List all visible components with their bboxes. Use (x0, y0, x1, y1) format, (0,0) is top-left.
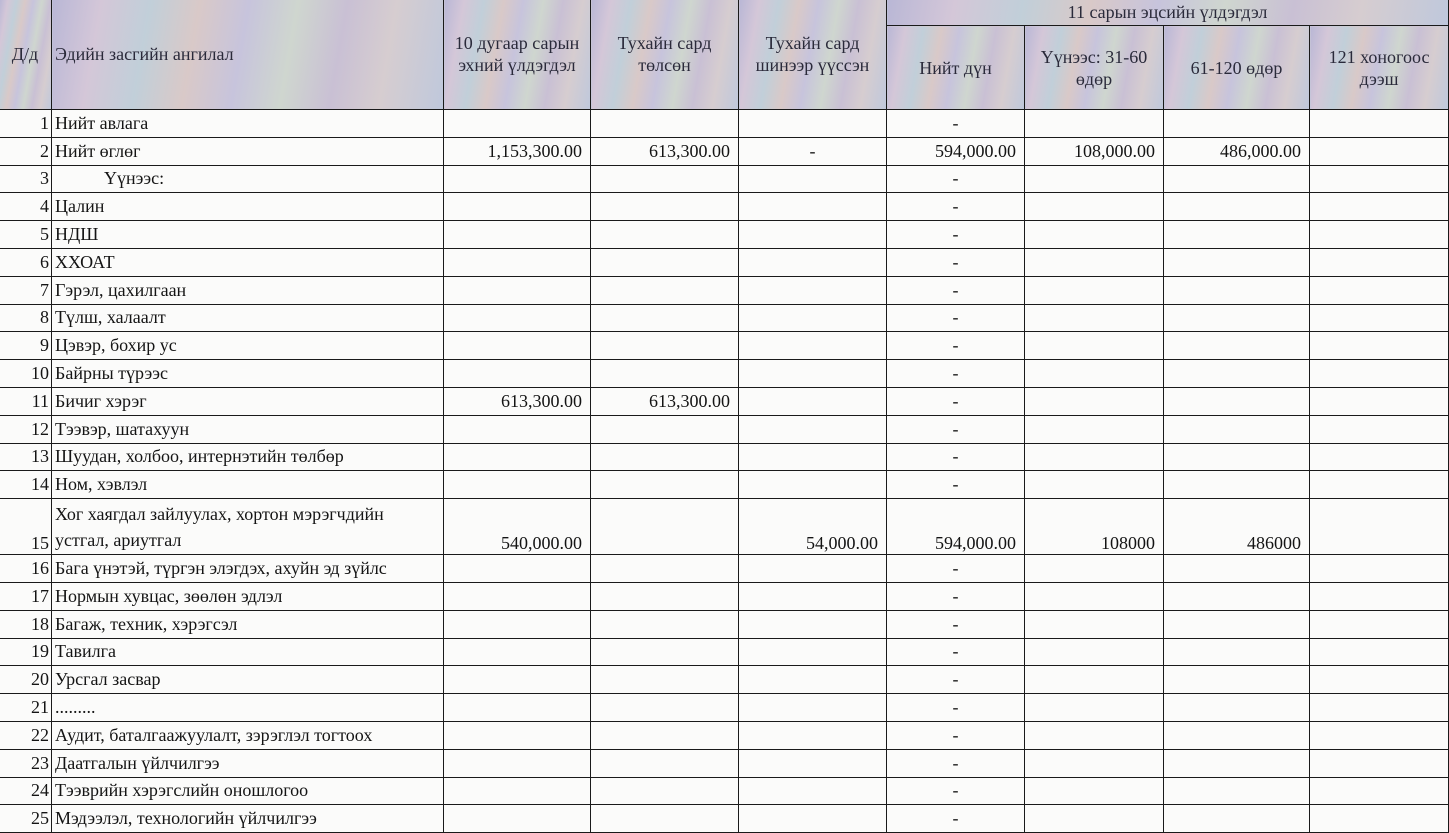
cell-new (739, 248, 887, 276)
cell-paid (591, 304, 739, 332)
table-row (0, 332, 1449, 360)
cell-paid: 613,300.00 (591, 387, 739, 415)
cell-61-120 (1164, 248, 1310, 276)
row-index: 24 (0, 777, 52, 805)
table-row (0, 137, 1449, 165)
row-category: Түлш, халаалт (52, 304, 444, 332)
cell-new: 54,000.00 (739, 499, 887, 555)
cell-paid (591, 666, 739, 694)
cell-31-60 (1025, 666, 1164, 694)
cell-61-120 (1164, 304, 1310, 332)
cell-paid (591, 555, 739, 583)
table-row (0, 499, 1449, 555)
cell-31-60: 108000 (1025, 499, 1164, 555)
cell-61-120 (1164, 193, 1310, 221)
cell-total: - (887, 165, 1025, 193)
cell-total: - (887, 638, 1025, 666)
cell-61-120 (1164, 332, 1310, 360)
cell-61-120 (1164, 777, 1310, 805)
cell-121-plus (1310, 165, 1449, 193)
cell-paid (591, 721, 739, 749)
cell-start-balance (444, 276, 591, 304)
cell-total: - (887, 805, 1025, 833)
cell-31-60 (1025, 332, 1164, 360)
cell-121-plus (1310, 193, 1449, 221)
row-category: ХХОАТ (52, 248, 444, 276)
cell-121-plus (1310, 555, 1449, 583)
row-category: Үүнээс: (52, 165, 444, 193)
cell-121-plus (1310, 582, 1449, 610)
cell-start-balance (444, 193, 591, 221)
table-row (0, 387, 1449, 415)
row-category: Нийт өглөг (52, 137, 444, 165)
row-category: Цэвэр, бохир ус (52, 332, 444, 360)
row-index: 13 (0, 443, 52, 471)
table-row (0, 165, 1449, 193)
cell-paid (591, 165, 739, 193)
table-row (0, 555, 1449, 583)
cell-start-balance (444, 638, 591, 666)
cell-start-balance (444, 666, 591, 694)
cell-61-120 (1164, 165, 1310, 193)
cell-new (739, 110, 887, 138)
row-category: Нормын хувцас, зөөлөн эдлэл (52, 582, 444, 610)
cell-total: - (887, 304, 1025, 332)
cell-121-plus (1310, 221, 1449, 249)
cell-start-balance (444, 555, 591, 583)
cell-new (739, 694, 887, 722)
cell-total: - (887, 555, 1025, 583)
header-total: Нийт дүн (887, 26, 1025, 110)
cell-paid: 613,300.00 (591, 137, 739, 165)
cell-total: 594,000.00 (887, 137, 1025, 165)
cell-paid (591, 777, 739, 805)
cell-paid (591, 415, 739, 443)
cell-121-plus (1310, 360, 1449, 388)
cell-total: - (887, 694, 1025, 722)
cell-61-120 (1164, 694, 1310, 722)
cell-61-120 (1164, 415, 1310, 443)
row-category: Шуудан, холбоо, интернэтийн төлбөр (52, 443, 444, 471)
cell-total: - (887, 777, 1025, 805)
table-row (0, 805, 1449, 833)
row-index: 19 (0, 638, 52, 666)
cell-new: - (739, 137, 887, 165)
cell-31-60 (1025, 694, 1164, 722)
cell-start-balance (444, 610, 591, 638)
cell-paid (591, 360, 739, 388)
cell-61-120 (1164, 110, 1310, 138)
cell-paid (591, 582, 739, 610)
cell-total: - (887, 471, 1025, 499)
cell-start-balance (444, 304, 591, 332)
table-row (0, 777, 1449, 805)
cell-paid (591, 443, 739, 471)
cell-121-plus (1310, 694, 1449, 722)
cell-paid (591, 805, 739, 833)
row-index: 18 (0, 610, 52, 638)
cell-31-60 (1025, 387, 1164, 415)
cell-start-balance (444, 694, 591, 722)
cell-121-plus (1310, 777, 1449, 805)
table-row (0, 582, 1449, 610)
row-category: НДШ (52, 221, 444, 249)
cell-total: - (887, 387, 1025, 415)
cell-new (739, 304, 887, 332)
cell-total: - (887, 749, 1025, 777)
cell-new (739, 749, 887, 777)
cell-61-120 (1164, 749, 1310, 777)
cell-31-60 (1025, 638, 1164, 666)
cell-start-balance (444, 582, 591, 610)
cell-31-60 (1025, 165, 1164, 193)
cell-new (739, 610, 887, 638)
cell-paid (591, 193, 739, 221)
row-category: Байрны түрээс (52, 360, 444, 388)
cell-121-plus (1310, 387, 1449, 415)
cell-61-120 (1164, 555, 1310, 583)
cell-new (739, 555, 887, 583)
cell-new (739, 582, 887, 610)
row-index: 7 (0, 276, 52, 304)
cell-new (739, 221, 887, 249)
row-category: Ном, хэвлэл (52, 471, 444, 499)
table-row (0, 471, 1449, 499)
row-category: Аудит, баталгаажуулалт, зэрэглэл тогтоох (52, 721, 444, 749)
cell-61-120: 486,000.00 (1164, 137, 1310, 165)
cell-121-plus (1310, 248, 1449, 276)
cell-paid (591, 499, 739, 555)
row-category: Урсгал засвар (52, 666, 444, 694)
cell-start-balance (444, 471, 591, 499)
cell-start-balance: 1,153,300.00 (444, 137, 591, 165)
cell-start-balance (444, 749, 591, 777)
cell-start-balance (444, 777, 591, 805)
cell-paid (591, 276, 739, 304)
cell-new (739, 332, 887, 360)
row-category: Бага үнэтэй, түргэн элэгдэх, ахуйн эд зүйлс (52, 555, 444, 583)
cell-61-120 (1164, 582, 1310, 610)
cell-new (739, 721, 887, 749)
row-category: Тээвэр, шатахуун (52, 415, 444, 443)
cell-total: - (887, 666, 1025, 694)
header-new: Тухайн сард шинээр үүссэн (739, 0, 887, 110)
table-row (0, 694, 1449, 722)
table-row (0, 721, 1449, 749)
cell-61-120 (1164, 276, 1310, 304)
cell-start-balance: 613,300.00 (444, 387, 591, 415)
cell-31-60 (1025, 777, 1164, 805)
cell-total: - (887, 332, 1025, 360)
row-index: 22 (0, 721, 52, 749)
cell-61-120 (1164, 721, 1310, 749)
row-index: 1 (0, 110, 52, 138)
cell-31-60 (1025, 221, 1164, 249)
cell-61-120: 486000 (1164, 499, 1310, 555)
table-row (0, 360, 1449, 388)
row-index: 12 (0, 415, 52, 443)
cell-61-120 (1164, 666, 1310, 694)
header-121-plus: 121 хоногоос дээш (1310, 26, 1449, 110)
row-category: Тээврийн хэрэгслийн оношлогоо (52, 777, 444, 805)
cell-start-balance (444, 360, 591, 388)
cell-paid (591, 638, 739, 666)
cell-paid (591, 332, 739, 360)
table-header (0, 0, 1449, 110)
cell-new (739, 276, 887, 304)
header-31-60: Үүнээс: 31-60 өдөр (1025, 26, 1164, 110)
cell-new (739, 193, 887, 221)
cell-new (739, 360, 887, 388)
cell-31-60 (1025, 193, 1164, 221)
row-index: 23 (0, 749, 52, 777)
row-category: Гэрэл, цахилгаан (52, 276, 444, 304)
cell-total: - (887, 415, 1025, 443)
cell-121-plus (1310, 415, 1449, 443)
row-category: Багаж, техник, хэрэгсэл (52, 610, 444, 638)
cell-121-plus (1310, 638, 1449, 666)
cell-31-60 (1025, 471, 1164, 499)
cell-total: 594,000.00 (887, 499, 1025, 555)
cell-31-60 (1025, 582, 1164, 610)
cell-31-60 (1025, 749, 1164, 777)
cell-121-plus (1310, 499, 1449, 555)
cell-new (739, 165, 887, 193)
cell-31-60 (1025, 304, 1164, 332)
cell-paid (591, 749, 739, 777)
cell-121-plus (1310, 276, 1449, 304)
cell-31-60 (1025, 610, 1164, 638)
row-index: 5 (0, 221, 52, 249)
cell-31-60 (1025, 110, 1164, 138)
cell-new (739, 805, 887, 833)
cell-61-120 (1164, 638, 1310, 666)
table-row (0, 749, 1449, 777)
cell-start-balance (444, 721, 591, 749)
cell-total: - (887, 193, 1025, 221)
cell-paid (591, 471, 739, 499)
row-index: 16 (0, 555, 52, 583)
header-idx: Д/д (0, 0, 52, 110)
cell-61-120 (1164, 360, 1310, 388)
cell-121-plus (1310, 610, 1449, 638)
cell-total: - (887, 610, 1025, 638)
row-index: 15 (0, 499, 52, 555)
table-row (0, 304, 1449, 332)
cell-new (739, 415, 887, 443)
row-category: ......... (52, 694, 444, 722)
row-index: 9 (0, 332, 52, 360)
cell-121-plus (1310, 110, 1449, 138)
cell-total: - (887, 276, 1025, 304)
table-row (0, 110, 1449, 138)
row-index: 10 (0, 360, 52, 388)
cell-31-60 (1025, 721, 1164, 749)
cell-total: - (887, 248, 1025, 276)
cell-total: - (887, 721, 1025, 749)
table-row (0, 248, 1449, 276)
header-61-120: 61-120 өдөр (1164, 26, 1310, 110)
cell-start-balance (444, 332, 591, 360)
cell-61-120 (1164, 443, 1310, 471)
cell-start-balance (444, 805, 591, 833)
cell-paid (591, 221, 739, 249)
table-row (0, 610, 1449, 638)
row-index: 2 (0, 137, 52, 165)
cell-121-plus (1310, 721, 1449, 749)
row-index: 20 (0, 666, 52, 694)
cell-paid (591, 610, 739, 638)
cell-61-120 (1164, 805, 1310, 833)
cell-start-balance (444, 165, 591, 193)
cell-121-plus (1310, 805, 1449, 833)
cell-31-60 (1025, 248, 1164, 276)
row-category: Нийт авлага (52, 110, 444, 138)
cell-31-60 (1025, 805, 1164, 833)
table-row (0, 415, 1449, 443)
cell-start-balance: 540,000.00 (444, 499, 591, 555)
cell-new (739, 471, 887, 499)
cell-31-60 (1025, 276, 1164, 304)
table-row (0, 443, 1449, 471)
cell-start-balance (444, 443, 591, 471)
row-category: Цалин (52, 193, 444, 221)
cell-start-balance (444, 415, 591, 443)
row-index: 25 (0, 805, 52, 833)
cell-paid (591, 110, 739, 138)
cell-new (739, 777, 887, 805)
cell-paid (591, 694, 739, 722)
row-index: 14 (0, 471, 52, 499)
table-row (0, 221, 1449, 249)
cell-121-plus (1310, 749, 1449, 777)
row-category: Мэдээлэл, технологийн үйлчилгээ (52, 805, 444, 833)
cell-new (739, 638, 887, 666)
cell-121-plus (1310, 443, 1449, 471)
row-category: Даатгалын үйлчилгээ (52, 749, 444, 777)
cell-total: - (887, 110, 1025, 138)
cell-61-120 (1164, 387, 1310, 415)
cell-new (739, 443, 887, 471)
table-row (0, 276, 1449, 304)
row-index: 4 (0, 193, 52, 221)
cell-31-60 (1025, 415, 1164, 443)
cell-paid (591, 248, 739, 276)
header-name: Эдийн засгийн ангилал (52, 0, 444, 110)
cell-total: - (887, 582, 1025, 610)
row-index: 8 (0, 304, 52, 332)
row-index: 6 (0, 248, 52, 276)
cell-121-plus (1310, 332, 1449, 360)
cell-61-120 (1164, 471, 1310, 499)
cell-total: - (887, 221, 1025, 249)
cell-31-60 (1025, 360, 1164, 388)
row-index: 11 (0, 387, 52, 415)
cell-121-plus (1310, 471, 1449, 499)
cell-121-plus (1310, 304, 1449, 332)
row-category: Бичиг хэрэг (52, 387, 444, 415)
header-group-end-balance: 11 сарын эцсийн үлдэгдэл (887, 0, 1449, 26)
header-paid: Тухайн сард төлсөн (591, 0, 739, 110)
cell-total: - (887, 443, 1025, 471)
cell-start-balance (444, 248, 591, 276)
cell-31-60 (1025, 555, 1164, 583)
cell-121-plus (1310, 137, 1449, 165)
cell-start-balance (444, 221, 591, 249)
row-category: Хог хаягдал зайлуулах, хортон мэрэгчдийн устгал, ариутгал (52, 499, 444, 555)
cell-start-balance (444, 110, 591, 138)
cell-new (739, 666, 887, 694)
row-index: 17 (0, 582, 52, 610)
table-row (0, 638, 1449, 666)
cell-61-120 (1164, 610, 1310, 638)
row-index: 21 (0, 694, 52, 722)
row-category: Тавилга (52, 638, 444, 666)
table-body (0, 110, 1449, 833)
cell-31-60: 108,000.00 (1025, 137, 1164, 165)
row-index: 3 (0, 165, 52, 193)
table-row (0, 193, 1449, 221)
cell-total: - (887, 360, 1025, 388)
table-row (0, 666, 1449, 694)
cell-new (739, 387, 887, 415)
cell-31-60 (1025, 443, 1164, 471)
cell-121-plus (1310, 666, 1449, 694)
header-start-balance: 10 дугаар сарын эхний үлдэгдэл (444, 0, 591, 110)
cell-61-120 (1164, 221, 1310, 249)
